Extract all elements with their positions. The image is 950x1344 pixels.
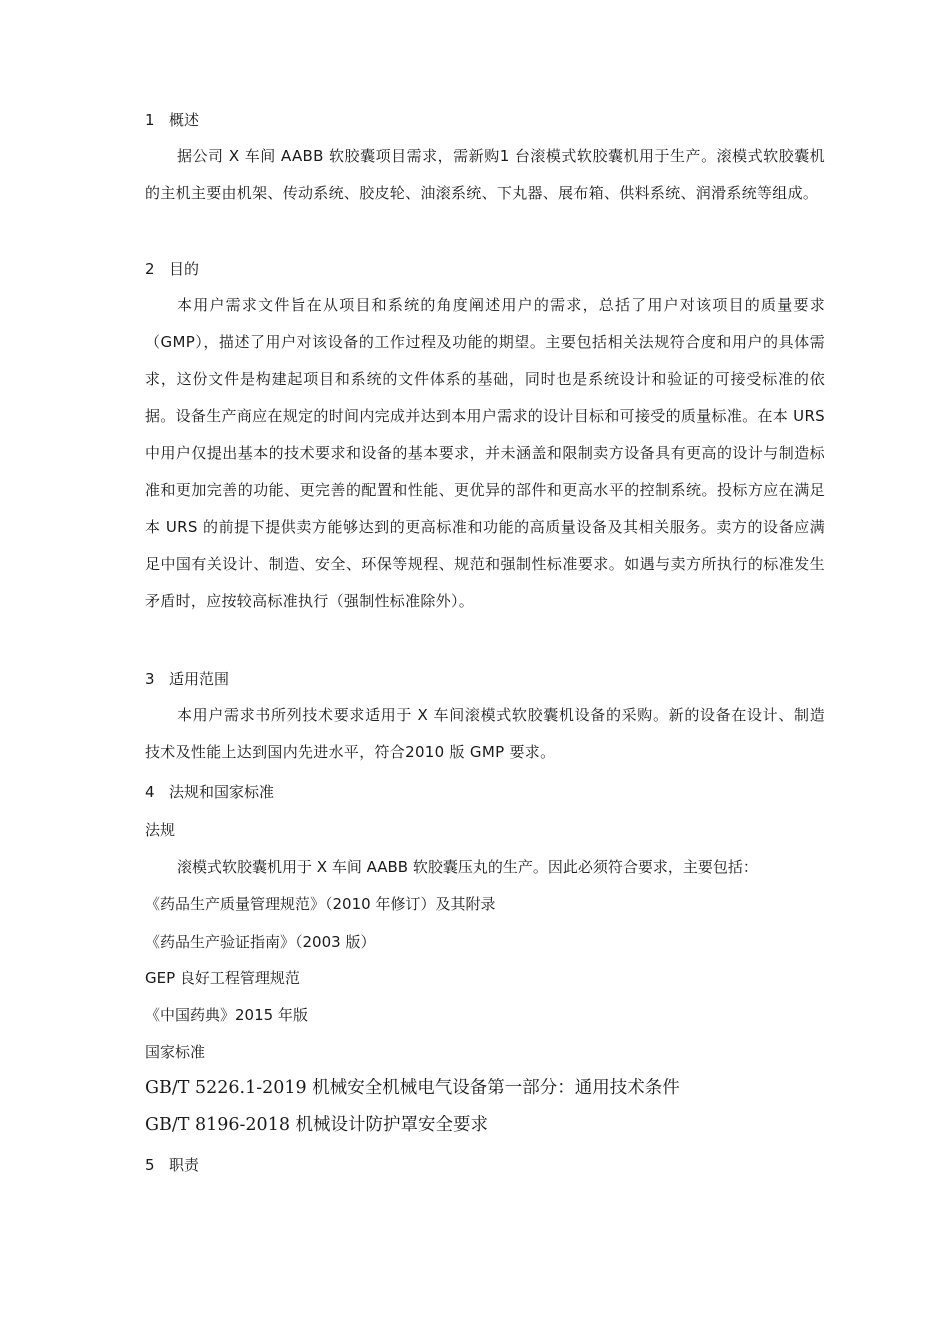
section-title: 职责 xyxy=(169,1156,200,1174)
section-number: 5 xyxy=(145,1156,155,1174)
section-title: 概述 xyxy=(169,111,200,129)
section-1-heading xyxy=(145,110,199,130)
overview-paragraph: 据公司 X 车间 AABB 软胶囊项目需求，需新购1 台滚模式软胶囊机用于生产。滚模式软胶囊机的主机主要由机架、传动系统、胶皮轮、油滚系统、下丸器、展布箱、供料系统、润滑系统等组成。 xyxy=(145,147,825,202)
regulations-intro: 滚模式软胶囊机用于 X 车间 AABB 软胶囊压丸的生产。因此必须符合要求，主要包括： xyxy=(177,858,758,876)
section-title: 目的 xyxy=(169,260,200,278)
standard-item: GB/T 8196-2018 机械设计防护罩安全要求 xyxy=(145,1115,489,1135)
section-3-heading xyxy=(145,669,229,689)
section-4-heading xyxy=(145,782,274,802)
section-2-heading xyxy=(145,259,199,279)
standard-item: GB/T 5226.1-2019 机械安全机械电气设备第一部分：通用技术条件 xyxy=(145,1078,680,1098)
section-5-heading xyxy=(145,1155,199,1175)
section-number: 2 xyxy=(145,260,155,278)
regulation-item: GEP 良好工程管理规范 xyxy=(145,969,300,987)
regulations-heading: 法规 xyxy=(145,821,176,839)
scope-paragraph: 本用户需求书所列技术要求适用于 X 车间滚模式软胶囊机设备的采购。新的设备在设计、制造技术及性能上达到国内先进水平，符合2010 版 GMP 要求。 xyxy=(145,706,825,761)
section-title: 适用范围 xyxy=(169,670,230,688)
regulation-item: 《中国药典》2015 年版 xyxy=(145,1006,308,1024)
purpose-paragraph: 本用户需求文件旨在从项目和系统的角度阐述用户的需求，总括了用户对该项目的质量要求（GMP），描述了用户对该设备的工作过程及功能的期望。主要包括相关法规符合度和用户的具体需求，这份文件是构建起项目和系统的文件体系的基础，同时也是系统设计和验证的可接受标准的依据。设备生产商应在规定的时间内完成并达到本用户需求的设计目标和可接受的质量标准。在本 URS 中用户仅提出基本的技术要求和设备的基本要求，并未涵盖和限制卖方设备具有更高的设计与制造标准和更加完善的功能、更完善的配置和性能、更优异的部件和更高水平的控制系统。投标方应在满足本 URS 的前提下提供卖方能够达到的更高标准和功能的高质量设备及其相关服务。卖方的设备应满足中国有关设计、制造、安全、环保等规程、规范和强制性标准要求。如遇与卖方所执行的标准发生矛盾时，应按较高标准执行（强制性标准除外）。 xyxy=(145,296,825,610)
section-number: 4 xyxy=(145,783,155,801)
regulation-item: 《药品生产验证指南》（2003 版） xyxy=(145,933,376,951)
section-number: 3 xyxy=(145,670,155,688)
section-title: 法规和国家标准 xyxy=(169,783,275,801)
regulation-item: 《药品生产质量管理规范》（2010 年修订）及其附录 xyxy=(145,895,496,913)
section-number: 1 xyxy=(145,111,155,129)
national-standards-heading: 国家标准 xyxy=(145,1043,206,1061)
